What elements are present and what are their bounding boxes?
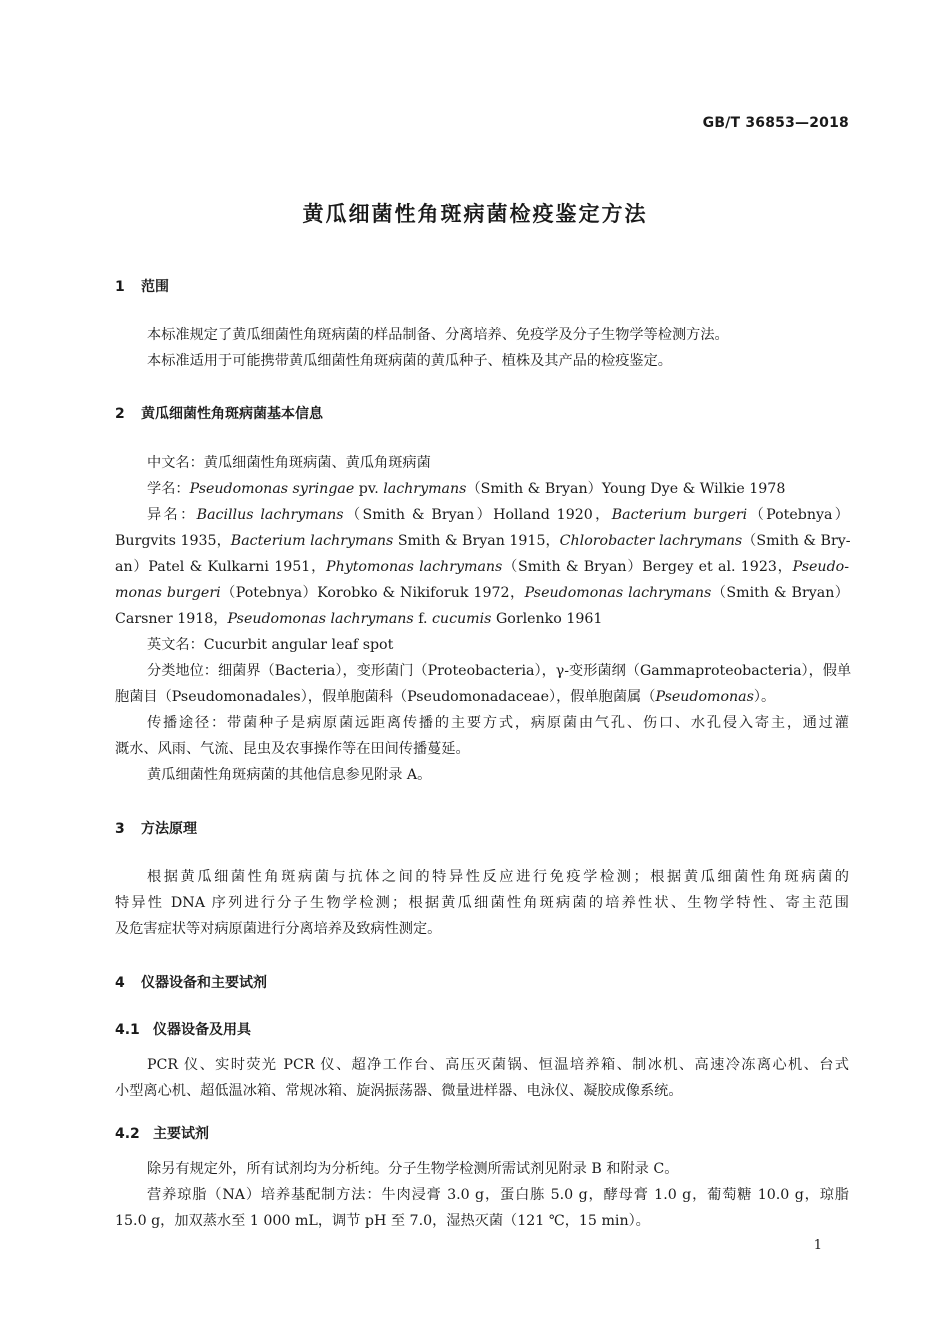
standard-code: GB/T 36853—2018	[702, 115, 849, 131]
section-1-heading	[115, 276, 169, 296]
authority: Carsner 1918，	[115, 611, 228, 627]
other-info: 黄瓜细菌性角斑病菌的其他信息参见附录 A。	[147, 767, 432, 783]
section-title: 黄瓜细菌性角斑病菌基本信息	[141, 406, 323, 422]
reagents-paragraph: 除另有规定外，所有试剂均为分析纯。分子生物学检测所需试剂见附录 B 和附录 C。	[147, 1161, 679, 1177]
authority: （Smith & Bryan）	[711, 585, 849, 601]
authority: （Smith & Bryan）Bergey et al. 1923，	[502, 559, 793, 575]
section-number: 1	[115, 279, 125, 295]
authority: Smith & Bryan 1915，	[393, 533, 560, 549]
section-title: 仪器设备及用具	[153, 1022, 251, 1038]
section-title: 主要试剂	[153, 1126, 209, 1142]
section-number: 4.1	[115, 1022, 140, 1038]
authority: （Potebnya）Korobko & Nikiforuk 1972，	[220, 585, 525, 601]
synonyms-line-1	[147, 502, 849, 528]
synonym-name: monas burgeri	[115, 585, 221, 601]
transmission-line-1: 传播途径：带菌种子是病原菌远距离传播的主要方式，病原菌由气孔、伤口、水孔侵入寄主，通过灌	[147, 715, 849, 731]
section-4-2-heading	[115, 1123, 209, 1143]
pathovar-marker: pv.	[354, 481, 384, 497]
authority: Gorlenko 1961	[491, 611, 603, 627]
section-title: 方法原理	[141, 821, 197, 837]
forma-epithet: cucumis	[431, 611, 492, 627]
english-name: 英文名：Cucurbit angular leaf spot	[147, 637, 394, 653]
synonyms-line-2	[115, 528, 849, 554]
principle-line-1: 根据黄瓜细菌性角斑病菌与抗体之间的特异性反应进行免疫学检测；根据黄瓜细菌性角斑病菌的	[147, 869, 849, 885]
label: 学名：	[147, 481, 190, 497]
medium-line-2: 15.0 g，加双蒸水至 1 000 mL，调节 pH 至 7.0，湿热灭菌（121 ℃，15 min）。	[115, 1213, 650, 1229]
scope-paragraph-1: 本标准规定了黄瓜细菌性角斑病菌的样品制备、分离培养、免疫学及分子生物学等检测方法。	[147, 327, 729, 343]
taxonomy-line-1: 分类地位：细菌界（Bacteria），变形菌门（Proteobacteria），γ-变形菌纲（Gammaproteobacteria），假单	[147, 663, 852, 679]
synonym-name: Bacillus lachrymans	[196, 507, 344, 523]
authority: （Smith & Bry-	[742, 533, 851, 549]
transmission-line-2: 溉水、风雨、气流、昆虫及农事操作等在田间传播蔓延。	[115, 741, 470, 757]
synonym-name: Pseudomonas lachrymans	[227, 611, 414, 627]
document-title: 黄瓜细菌性角斑病菌检疫鉴定方法	[302, 202, 648, 226]
principle-line-3: 及危害症状等对病原菌进行分离培养及致病性测定。	[115, 921, 442, 937]
forma-marker: f.	[413, 611, 432, 627]
section-title: 仪器设备和主要试剂	[141, 975, 267, 991]
authority: （Smith & Bryan）Young Dye & Wilkie 1978	[466, 481, 786, 497]
pathovar-epithet: lachrymans	[383, 481, 467, 497]
genus-species: Pseudomonas syringae	[189, 481, 355, 497]
synonym-name: Bacterium lachrymans	[230, 533, 394, 549]
synonyms-line-5	[115, 606, 849, 632]
principle-line-2: 特异性 DNA 序列进行分子生物学检测；根据黄瓜细菌性角斑病菌的培养性状、生物学特性、寄主范围	[115, 895, 849, 911]
scientific-name	[147, 476, 849, 502]
synonym-name: Bacterium burgeri	[611, 507, 748, 523]
section-title: 范围	[141, 279, 169, 295]
section-2-heading	[115, 403, 323, 423]
equipment-line-2: 小型离心机、超低温冰箱、常规冰箱、旋涡振荡器、微量进样器、电泳仪、凝胶成像系统。	[115, 1083, 683, 1099]
authority: （Potebnya）	[747, 507, 849, 523]
section-4-heading	[115, 972, 267, 992]
synonym-name: Pseudo-	[792, 559, 849, 575]
authority: an）Patel & Kulkarni 1951，	[115, 559, 327, 575]
label: 异名：	[147, 507, 197, 523]
scope-paragraph-2: 本标准适用于可能携带黄瓜细菌性角斑病菌的黄瓜种子、植株及其产品的检疫鉴定。	[147, 353, 672, 369]
synonyms-line-4	[115, 580, 849, 606]
page-number: 1	[813, 1238, 822, 1253]
section-number: 4	[115, 975, 125, 991]
section-number: 2	[115, 406, 125, 422]
synonym-name: Phytomonas lachrymans	[326, 559, 503, 575]
synonym-name: Chlorobacter lachrymans	[559, 533, 743, 549]
section-number: 4.2	[115, 1126, 140, 1142]
equipment-line-1: PCR 仪、实时荧光 PCR 仪、超净工作台、高压灭菌锅、恒温培养箱、制冰机、高速冷冻离心机、台式	[147, 1057, 849, 1073]
genus-name: Pseudomonas	[655, 689, 754, 705]
section-4-1-heading	[115, 1019, 251, 1039]
taxonomy-text: 胞菌目（Pseudomonadales），假单胞菌科（Pseudomonadaceae），假单胞菌属（	[115, 689, 656, 705]
synonyms-line-3	[115, 554, 849, 580]
taxonomy-text: ）。	[753, 689, 776, 705]
section-number: 3	[115, 821, 125, 837]
medium-line-1: 营养琼脂（NA）培养基配制方法：牛肉浸膏 3.0 g，蛋白胨 5.0 g，酵母膏 1.0 g，葡萄糖 10.0 g，琼脂	[147, 1187, 849, 1203]
authority: （Smith & Bryan）Holland 1920，	[343, 507, 612, 523]
taxonomy-line-2	[115, 684, 849, 710]
authority: Burgvits 1935，	[115, 533, 231, 549]
synonym-name: Pseudomonas lachrymans	[524, 585, 712, 601]
chinese-name: 中文名：黄瓜细菌性角斑病菌、黄瓜角斑病菌	[147, 455, 431, 471]
section-3-heading	[115, 818, 197, 838]
